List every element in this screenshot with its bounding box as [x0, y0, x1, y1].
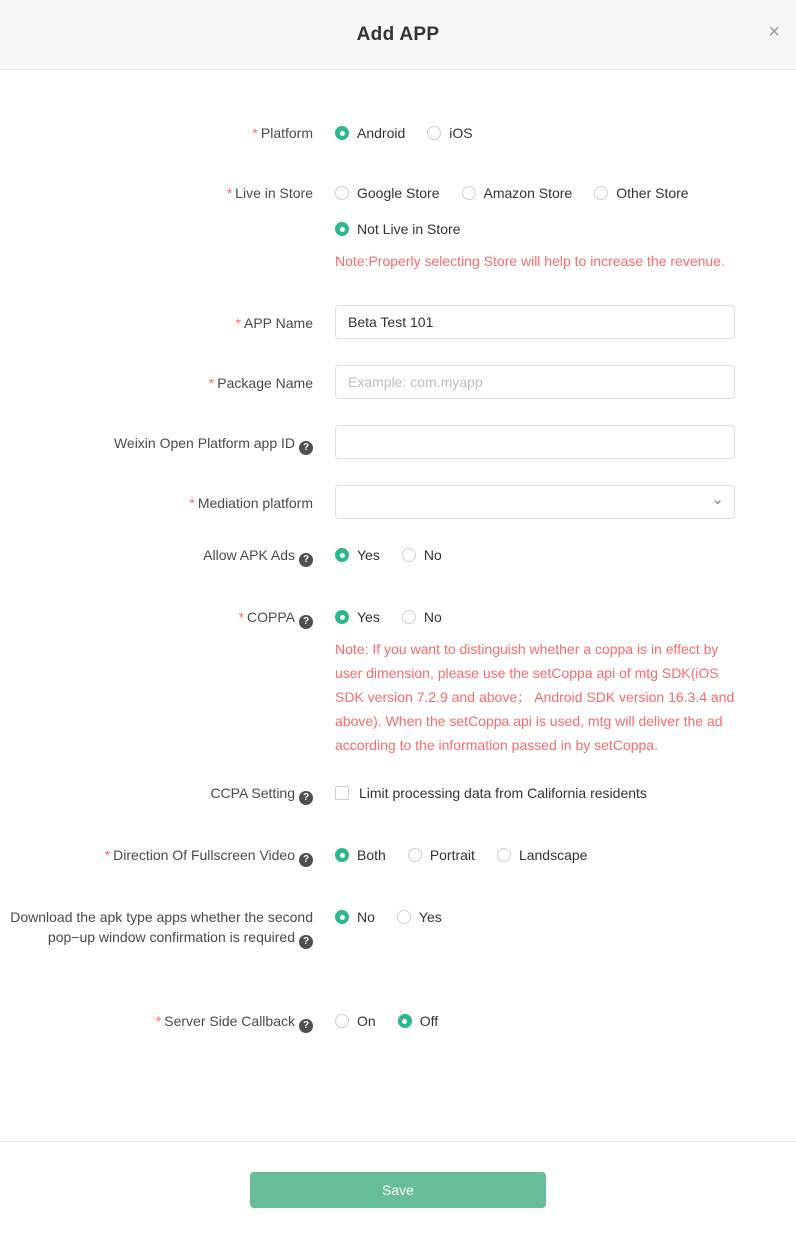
help-icon[interactable]: ? — [299, 441, 313, 455]
required-mark: * — [238, 609, 245, 625]
radio-download-confirm-yes[interactable] — [397, 907, 442, 927]
checkbox-box — [335, 786, 349, 800]
radio-download-confirm-no[interactable] — [335, 907, 375, 927]
radio-not-live-in-store[interactable] — [335, 219, 461, 239]
form-row-live-in-store — [0, 183, 796, 273]
allow-apk-ads-label: Allow APK Ads ? — [0, 545, 313, 567]
radio-label: Yes — [357, 547, 380, 563]
radio-platform-android[interactable] — [335, 123, 405, 143]
package-name-input[interactable] — [335, 365, 735, 399]
radio-label: Other Store — [616, 185, 689, 201]
radio-label: Amazon Store — [483, 185, 573, 201]
help-icon[interactable]: ? — [299, 853, 313, 867]
radio-direction-portrait[interactable] — [408, 845, 475, 865]
radio-label: Off — [419, 1013, 439, 1029]
radio-label: No — [357, 909, 375, 925]
radio-dot — [335, 222, 349, 236]
radio-other-store[interactable] — [594, 183, 688, 203]
radio-dot — [335, 1014, 349, 1028]
form-row-download-confirm — [0, 907, 796, 949]
radio-label: No — [423, 547, 442, 563]
help-icon[interactable]: ? — [299, 1019, 313, 1033]
radio-coppa-yes[interactable] — [335, 607, 380, 627]
platform-label: * Platform — [252, 125, 313, 141]
radio-dot — [398, 1014, 412, 1028]
radio-callback-on[interactable] — [335, 1011, 376, 1031]
mediation-platform-select[interactable] — [335, 485, 735, 519]
modal-body — [0, 70, 796, 1081]
required-mark: * — [226, 185, 233, 201]
checkbox-label: Limit processing data from California residents — [359, 785, 647, 801]
radio-dot — [594, 186, 608, 200]
radio-label: Landscape — [518, 847, 588, 863]
radio-label: On — [357, 1013, 376, 1029]
radio-platform-ios[interactable] — [427, 123, 472, 143]
ccpa-setting-label: CCPA Setting ? — [0, 783, 313, 805]
help-icon[interactable]: ? — [299, 615, 313, 629]
radio-dot — [427, 126, 441, 140]
form-row-direction-fullscreen — [0, 845, 796, 867]
direction-fullscreen-label: * Direction Of Fullscreen Video ? — [0, 845, 313, 867]
required-mark: * — [235, 315, 241, 331]
coppa-note: Note: If you want to distinguish whether a coppa is in effect by user dimension, please use the setCoppa api of mtg SDK(iOS SDK version 7.2.9 and above； Android SDK version 16.3.4 and above). When the setCoppa api is used, mtg will deliver the ad according to the information passed in by setCoppa. — [335, 641, 735, 753]
radio-direction-both[interactable] — [335, 845, 386, 865]
form-row-ccpa-setting — [0, 783, 796, 805]
radio-dot — [397, 910, 411, 924]
app-name-input[interactable] — [335, 305, 735, 339]
radio-dot — [402, 548, 416, 562]
radio-dot — [335, 548, 349, 562]
form-row-platform — [0, 123, 796, 143]
radio-dot — [335, 126, 349, 140]
required-mark: * — [104, 847, 111, 863]
help-icon[interactable]: ? — [299, 553, 313, 567]
live-in-store-note: Note:Properly selecting Store will help to increase the revenue. — [335, 253, 725, 269]
radio-label: Not Live in Store — [357, 221, 461, 237]
required-mark: * — [189, 495, 195, 511]
modal-title: Add APP — [356, 23, 440, 45]
form-row-coppa — [0, 607, 796, 757]
radio-dot — [335, 186, 349, 200]
radio-label: No — [423, 609, 442, 625]
radio-direction-landscape[interactable] — [497, 845, 588, 865]
radio-dot — [402, 610, 416, 624]
radio-dot — [335, 910, 349, 924]
radio-dot — [335, 610, 349, 624]
radio-coppa-no[interactable] — [402, 607, 442, 627]
radio-label: Both — [357, 847, 386, 863]
save-button[interactable]: Save — [250, 1172, 546, 1208]
modal-footer — [0, 1141, 796, 1236]
help-icon[interactable]: ? — [299, 791, 313, 805]
app-name-label: * APP Name — [235, 315, 313, 331]
required-mark: * — [252, 125, 258, 141]
form-row-package-name — [0, 365, 796, 399]
form-row-app-name — [0, 305, 796, 339]
chevron-down-icon: ⌄ — [711, 491, 724, 508]
close-icon[interactable]: × — [768, 21, 780, 43]
download-confirm-label: Download the apk type apps whether the second pop−up window confirmation is required ? — [10, 909, 313, 947]
form-row-allow-apk-ads — [0, 545, 796, 567]
radio-label: Yes — [418, 909, 442, 925]
radio-label: iOS — [449, 125, 473, 141]
form-row-mediation-platform — [0, 485, 796, 519]
ccpa-checkbox[interactable] — [335, 783, 647, 803]
weixin-app-id-input[interactable] — [335, 425, 735, 459]
radio-label: Yes — [357, 609, 380, 625]
form-row-server-side-callback — [0, 1011, 796, 1033]
server-side-callback-label: * Server Side Callback ? — [0, 1011, 313, 1033]
radio-google-store[interactable] — [335, 183, 440, 203]
radio-dot — [408, 848, 422, 862]
radio-callback-off[interactable] — [398, 1011, 438, 1031]
modal-header — [0, 0, 796, 70]
radio-dot — [462, 186, 476, 200]
radio-allow-apk-yes[interactable] — [335, 545, 380, 565]
weixin-app-id-label: Weixin Open Platform app ID ? — [0, 425, 313, 455]
radio-label: Android — [357, 125, 406, 141]
live-in-store-label: * Live in Store — [226, 185, 313, 201]
radio-dot — [497, 848, 511, 862]
package-name-label: * Package Name — [208, 375, 313, 391]
help-icon[interactable]: ? — [299, 935, 313, 949]
required-mark: * — [155, 1013, 162, 1029]
radio-dot — [335, 848, 349, 862]
mediation-platform-label: * Mediation platform — [189, 495, 313, 511]
radio-allow-apk-no[interactable] — [402, 545, 442, 565]
required-mark: * — [208, 375, 215, 391]
radio-label: Google Store — [357, 185, 440, 201]
form-row-weixin-app-id — [0, 425, 796, 459]
radio-amazon-store[interactable] — [462, 183, 573, 203]
coppa-label: * COPPA ? — [0, 607, 313, 629]
radio-label: Portrait — [429, 847, 475, 863]
